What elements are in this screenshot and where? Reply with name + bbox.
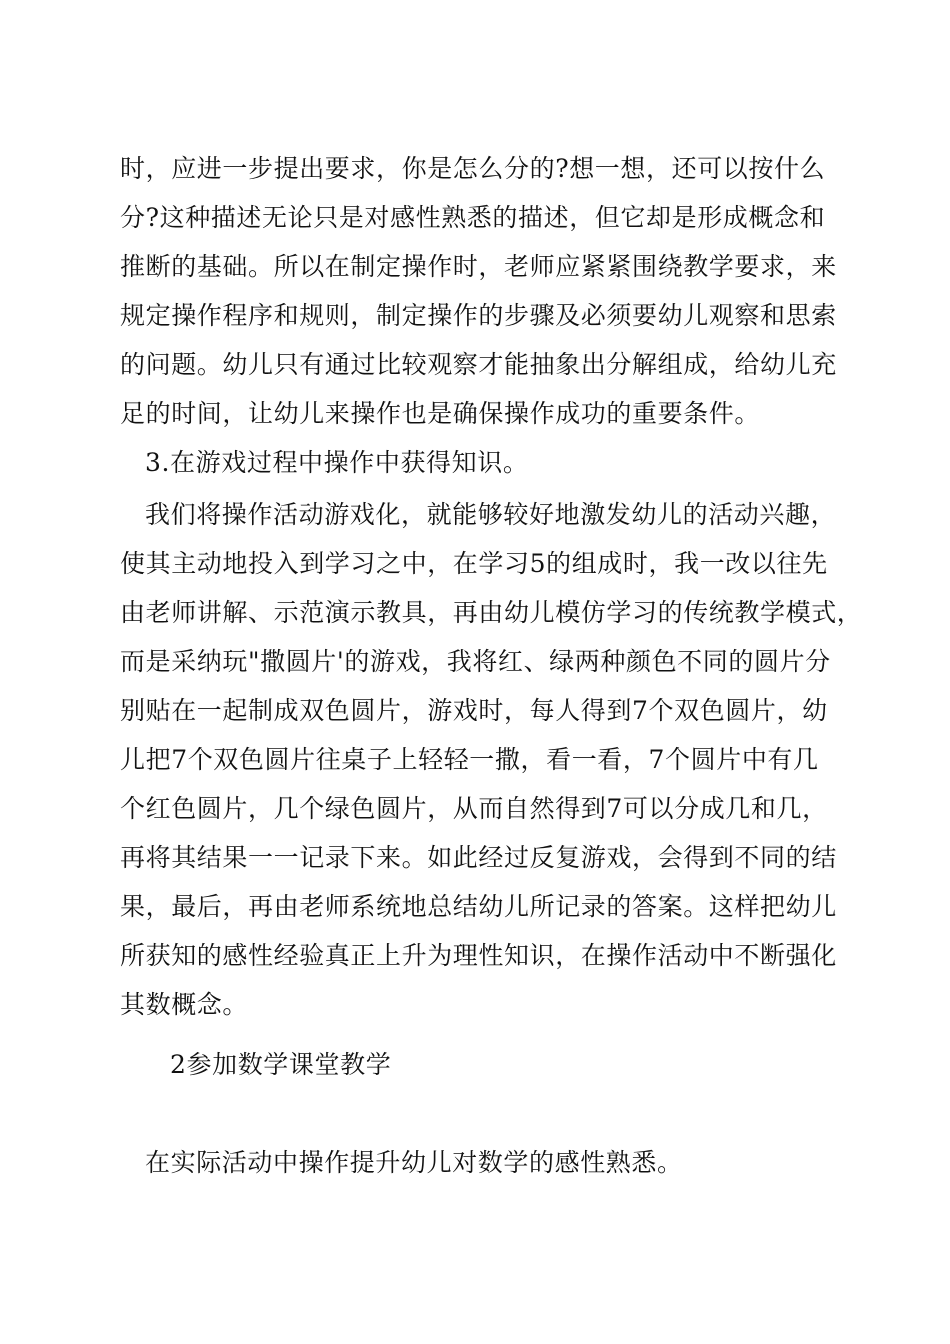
- paragraph-line: 而是采纳玩"撒圆片'的游戏，我将红、绿两种颜色不同的圆片分: [120, 647, 831, 676]
- paragraph-line: 果，最后，再由老师系统地总结幼儿所记录的答案。这样把幼儿: [120, 892, 837, 921]
- paragraph-line: 儿把7个双色圆片往桌子上轻轻一撒，看一看，7个圆片中有几: [120, 745, 819, 774]
- paragraph-line: 其数概念。: [120, 990, 249, 1019]
- paragraph-line: 分?这种描述无论只是对感性熟悉的描述，但它却是形成概念和: [120, 203, 826, 232]
- paragraph-line: 足的时间，让幼儿来操作也是确保操作成功的重要条件。: [120, 399, 761, 428]
- paragraph-line: 推断的基础。所以在制定操作时，老师应紧紧围绕教学要求，来: [120, 252, 837, 281]
- paragraph-line: 再将其结果一一记录下来。如此经过反复游戏，会得到不同的结: [120, 843, 837, 872]
- section-heading: 2参加数学课堂教学: [170, 1050, 392, 1079]
- paragraph-line: 的问题。幼儿只有通过比较观察才能抽象出分解组成，给幼儿充: [120, 350, 837, 379]
- paragraph-line: 由老师讲解、示范演示教具，再由幼儿模仿学习的传统教学模式，: [120, 598, 863, 627]
- paragraph-line: 所获知的感性经验真正上升为理性知识，在操作活动中不断强化: [120, 941, 837, 970]
- paragraph-line: 使其主动地投入到学习之中，在学习5的组成时，我一改以往先: [120, 549, 828, 578]
- paragraph-line: 规定操作程序和规则，制定操作的步骤及必须要幼儿观察和思索: [120, 301, 837, 330]
- section-heading: 3.在游戏过程中操作中获得知识。: [145, 448, 529, 477]
- paragraph-line: 别贴在一起制成双色圆片，游戏时，每人得到7个双色圆片，幼: [120, 696, 828, 725]
- paragraph-line: 时，应进一步提出要求，你是怎么分的?想一想，还可以按什么: [120, 154, 826, 183]
- paragraph-line: 个红色圆片，几个绿色圆片，从而自然得到7可以分成几和几，: [120, 794, 828, 823]
- paragraph-line: 在实际活动中操作提升幼儿对数学的感性熟悉。: [145, 1148, 683, 1177]
- paragraph-line: 我们将操作活动游戏化，就能够较好地激发幼儿的活动兴趣，: [145, 500, 837, 529]
